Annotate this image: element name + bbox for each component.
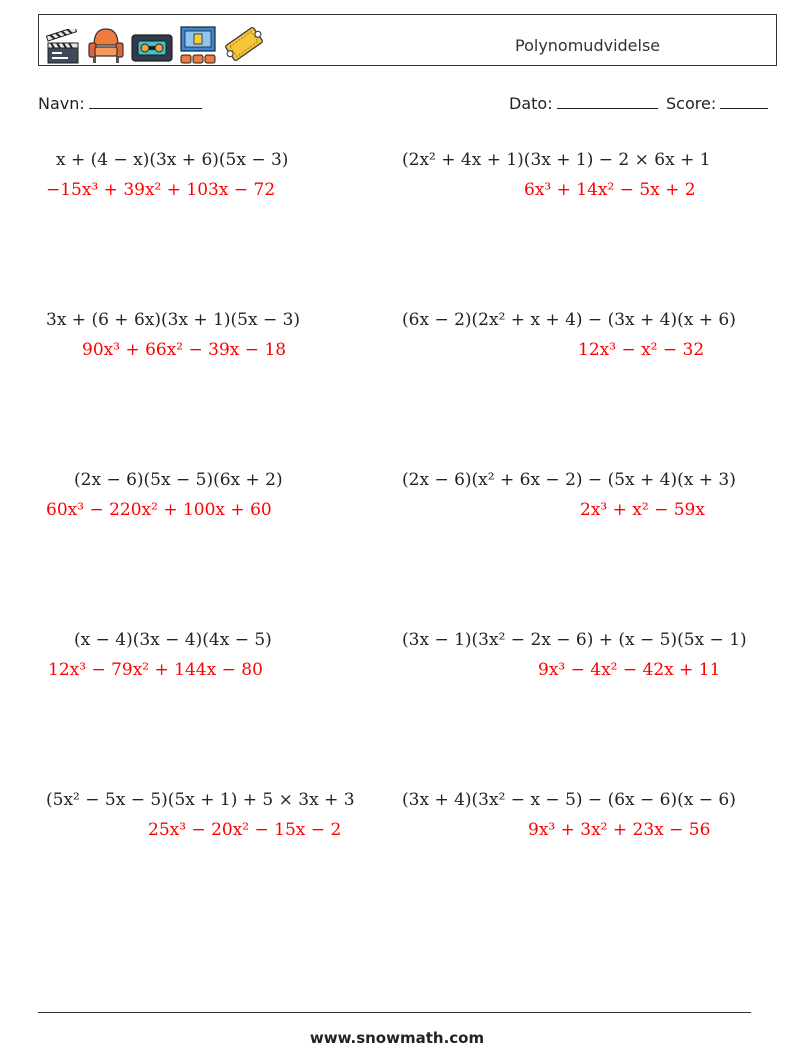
problem-answer: 9x³ + 3x² + 23x − 56 (528, 820, 711, 840)
worksheet-header (38, 14, 777, 66)
vhs-tape-icon (131, 31, 173, 65)
problem-expression: (2x − 6)(5x − 5)(6x + 2) (74, 470, 283, 490)
header-icons (45, 21, 265, 65)
problem-answer: 90x³ + 66x² − 39x − 18 (82, 340, 287, 360)
problem-expression: (6x − 2)(2x² + x + 4) − (3x + 4)(x + 6) (402, 310, 736, 330)
problem-expression: (5x² − 5x − 5)(5x + 1) + 5 × 3x + 3 (46, 790, 355, 810)
problem-expression: (2x² + 4x + 1)(3x + 1) − 2 × 6x + 1 (402, 150, 711, 170)
date-label: Dato: (509, 94, 553, 113)
footer-divider (38, 1012, 751, 1013)
name-label: Navn: (38, 94, 85, 113)
date-blank-line[interactable] (557, 94, 658, 109)
problem-expression: (3x − 1)(3x² − 2x − 6) + (x − 5)(5x − 1) (402, 630, 747, 650)
footer-website[interactable]: www.snowmath.com (309, 1029, 485, 1047)
problem-expression: (3x + 4)(3x² − x − 5) − (6x − 6)(x − 6) (402, 790, 736, 810)
problem-answer: 12x³ − 79x² + 144x − 80 (48, 660, 263, 680)
problem-answer: 9x³ − 4x² − 42x + 11 (538, 660, 721, 680)
clapperboard-icon (45, 29, 81, 65)
problem-answer: 6x³ + 14x² − 5x + 2 (524, 180, 696, 200)
problem-expression: (2x − 6)(x² + 6x − 2) − (5x + 4)(x + 3) (402, 470, 736, 490)
date-field (509, 94, 658, 113)
problem-expression: (x − 4)(3x − 4)(4x − 5) (74, 630, 272, 650)
film-screen-seats-icon (178, 25, 218, 65)
problem-answer: 60x³ − 220x² + 100x + 60 (46, 500, 272, 520)
problem-answer: 12x³ − x² − 32 (578, 340, 705, 360)
score-blank-line[interactable] (720, 94, 768, 109)
score-label: Score: (666, 94, 717, 113)
score-field (666, 94, 768, 113)
theater-seat-icon (86, 25, 126, 65)
problem-answer: 2x³ + x² − 59x (580, 500, 705, 520)
problem-answer: 25x³ − 20x² − 15x − 2 (148, 820, 342, 840)
name-blank-line[interactable] (89, 94, 202, 109)
name-field (38, 94, 202, 113)
problem-answer: −15x³ + 39x² + 103x − 72 (46, 180, 276, 200)
cinema-ticket-icon (223, 23, 265, 65)
worksheet-title: Polynomudvidelse (515, 36, 661, 55)
problem-expression: 3x + (6 + 6x)(3x + 1)(5x − 3) (46, 310, 301, 330)
problem-expression: x + (4 − x)(3x + 6)(5x − 3) (56, 150, 289, 170)
